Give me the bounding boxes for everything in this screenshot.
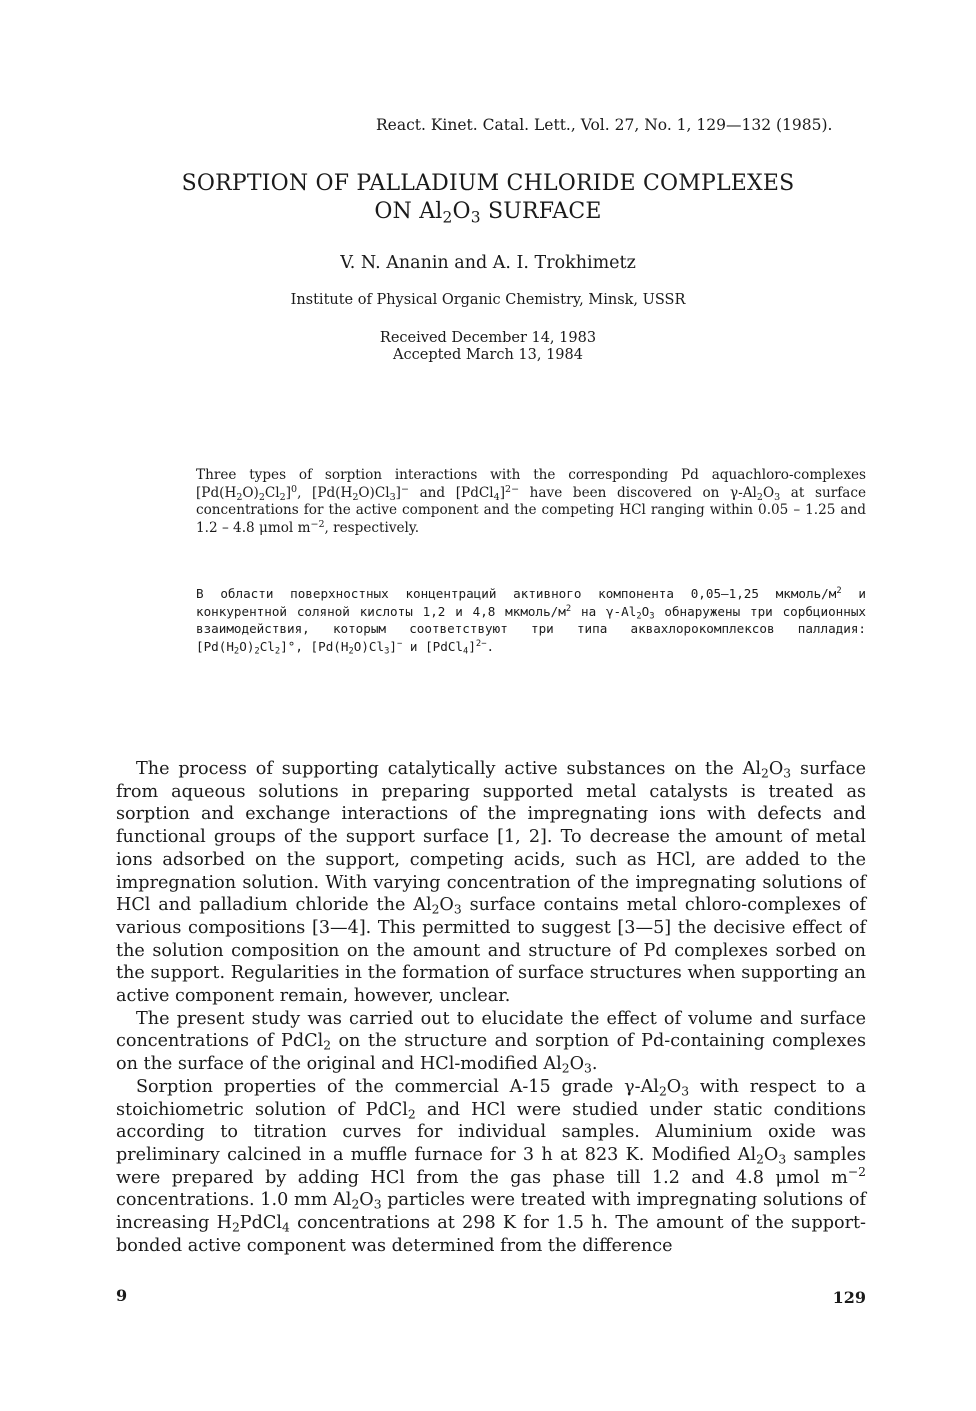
authors: V. N. Ananin and A. I. Trokhimetz: [340, 253, 636, 273]
abstract-english: Three types of sorption interactions with the corresponding Pd aquachloro-complexes $[Pd(H_2O)_2Cl_2]^0$, $[Pd(H_2O)Cl_3]^-$ and [PdCl$_4$]$^{2-}$ have been discovered on $\gamma-Al_2O_3$ at surface concentrations for the active component and the competing HCl ranging within 0.05 – 1.25 and 1.2 – 4.8 μmol $m^{-2}$, respectively.: [196, 467, 866, 536]
signature-mark: 9: [116, 1286, 128, 1305]
article-title: [100, 170, 876, 226]
body-text: [116, 758, 866, 1257]
title-line-1: SORPTION OF PALLADIUM CHLORIDE COMPLEXES: [181, 171, 795, 196]
paragraph-2: The present study was carried out to elucidate the effect of volume and surface concentrations of PdCl$_2$ on the structure and sorption of Pd-containing complexes on the surface of the original and HCl-modified $Al_2O_3$.: [116, 1008, 866, 1076]
journal-reference: React. Kinet. Catal. Lett., Vol. 27, No. 1, 129—132 (1985).: [376, 116, 833, 134]
abstract-russian: В области поверхностных концентраций активного компонента 0,05—1,25 мкмоль/$м^2$ и конкурентной соляной кислоты 1,2 и 4,8 мкмоль/$м^2$ на $\gamma-Al_2O_3$ обнаружены три сорбционных взаимодействия, которым соответствуют три типа аквахлорокомплексов палладия: $[Pd(H_2O)_2Cl_2]^\circ$, $[Pd(H_2O)Cl_3]^-$ и [PdCl$_4$]$^{2-}$.: [196, 586, 866, 657]
submission-dates: [100, 330, 876, 364]
affiliation: Institute of Physical Organic Chemistry, Minsk, USSR: [290, 292, 686, 308]
title-line-2: ON $Al_2O_3$ SURFACE: [374, 199, 602, 227]
page-number: 129: [832, 1288, 866, 1307]
paragraph-1: The process of supporting catalytically active substances on the $Al_2O_3$ surface from aqueous solutions in preparing supported metal catalysts is treated as sorption and exchange interactions of the impregnating ions with defects and functional groups of the support surface [1, 2]. To decrease the amount of metal ions adsorbed on the support, competing acids, such as HCl, are added to the impregnation solution. With varying concentration of the impregnating solutions of HCl and palladium chloride the $Al_2O_3$ surface contains metal chloro-complexes of various compositions [3—4]. This permitted to suggest [3—5] the decisive effect of the solution composition on the amount and structure of Pd complexes sorbed on the support. Regularities in the formation of surface structures when supporting an active component remain, however, unclear.: [116, 759, 866, 1007]
accepted-date: Accepted March 13, 1984: [393, 347, 583, 363]
received-date: Received December 14, 1983: [379, 330, 597, 346]
paragraph-3: Sorption properties of the commercial A-15 grade $\gamma-Al_2O_3$ with respect to a stoichiometric solution of PdCl$_2$ and HCl were studied under static conditions according to titration curves for individual samples. Aluminium oxide was preliminary calcined in a muffle furnace for 3 h at 823 K. Modified $Al_2O_3$ samples were prepared by adding HCl from the gas phase till 1.2 and 4.8 μmol $m^{-2}$ concentrations. 1.0 mm $Al_2O_3$ particles were treated with impregnating solutions of increasing $H_2PdCl_4$ concentrations at 298 K for 1.5 h. The amount of the support-bonded active component was determined from the difference: [116, 1076, 867, 1256]
